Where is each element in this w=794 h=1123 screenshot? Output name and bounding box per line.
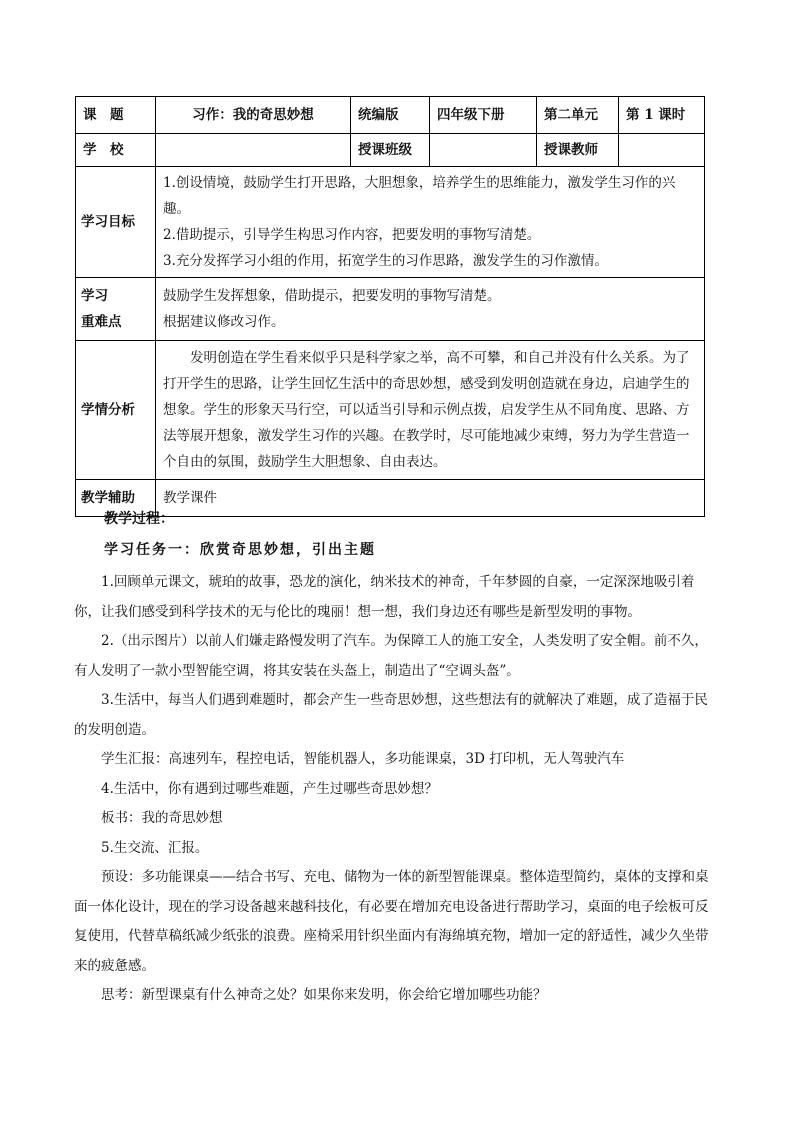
key-point-item: 根据建议修改习作。 (163, 314, 285, 330)
task-heading: 学习任务一：欣赏奇思妙想，引出主题 (104, 542, 376, 558)
body-paragraph: 4.生活中，你有遇到过哪些难题，产生过哪些奇思妙想？ (101, 780, 438, 797)
body-paragraph: 思考：新型课桌有什么神奇之处？如果你来发明，你会给它增加哪些功能？ (101, 987, 547, 1003)
goals-content (156, 167, 705, 278)
body-paragraph: 预设：多功能课桌——结合书写、充电、储物为一体的新型智能课桌。整体造型简约，桌体的支撑和桌面一体化设计，现在的学习设备越来越科技化，有必要在增加充电设备进行帮助学习，桌面的电子绘板可反复使用，代替草稿纸减少纸张的浪费。座椅采用针织坐面内有海绵填充物，增加一定的舒适性，减少久坐带来的疲惫感。 (74, 869, 709, 974)
table-row-goals (76, 167, 705, 278)
body-paragraph: 学生汇报：高速列车，程控电话，智能机器人，多功能课桌，3D 打印机，无人驾驶汽车 (101, 751, 625, 767)
key-points-label-line1: 学习 (81, 288, 108, 304)
school-value (156, 134, 351, 167)
lesson-body (74, 568, 717, 1011)
analysis-text: 发明创造在学生看来似乎只是科学家之举，高不可攀，和自己并没有什么关系。为了打开学生的思路，让学生回忆生活中的奇思妙想，感受到发明创造就在身边，启迪学生的想象。学生的形象天马行空，可以适当引导和示例点拨，启发学生从不同角度、思路、方法等展开想象，激发学生习作的兴趣。在教学时，尽可能地减少束缚，努力为学生营造一个自由的氛围，鼓励学生大胆想象、自由表达。 (156, 341, 705, 480)
body-paragraph: 2.（出示图片）以前人们嫌走路慢发明了汽车。为保障工人的施工安全，人类发明了安全帽。前不久，有人发明了一款小型智能空调，将其安装在头盔上，制造出了“空调头盔”。 (74, 633, 708, 679)
class-value (430, 134, 537, 167)
goals-label: 学习目标 (76, 167, 156, 278)
teacher-value (619, 134, 705, 167)
analysis-label: 学情分析 (76, 341, 156, 480)
process-heading: 教学过程： (104, 511, 174, 527)
class-label: 授课班级 (351, 134, 430, 167)
unit-cell: 第二单元 (537, 97, 619, 134)
aids-value: 教学课件 (156, 480, 705, 517)
table-row-analysis (76, 341, 705, 480)
teacher-label: 授课教师 (537, 134, 619, 167)
lesson-topic: 习作：我的奇思妙想 (156, 97, 351, 134)
goal-item: 3.充分发挥学习小组的作用，拓宽学生的习作思路，激发学生的习作激情。 (163, 253, 608, 269)
body-paragraph: 板书：我的奇思妙想 (101, 810, 223, 826)
topic-label: 课 题 (76, 97, 156, 134)
key-points-label (76, 278, 156, 341)
table-row-title (76, 97, 705, 134)
aids-label: 教学辅助 (76, 480, 156, 517)
body-paragraph: 1.回顾单元课文，琥珀的故事，恐龙的演化，纳米技术的神奇，千年梦圆的自豪，一定深深地吸引着你，让我们感受到科学技术的无与伦比的瑰丽！想一想，我们身边还有哪些是新型发明的事物。 (74, 574, 695, 620)
goal-item: 2.借助提示，引导学生构思习作内容，把要发明的事物写清楚。 (163, 227, 541, 243)
body-paragraph: 5.生交流、汇报。 (101, 839, 209, 856)
body-paragraph: 3.生活中，每当人们遇到难题时，都会产生一些奇思妙想，这些想法有的就解决了难题，成了造福于民的发明创造。 (74, 692, 708, 738)
table-row-key-points (76, 278, 705, 341)
lesson-info-table (75, 96, 705, 517)
key-point-item: 鼓励学生发挥想象，借助提示，把要发明的事物写清楚。 (163, 288, 501, 304)
school-label: 学 校 (76, 134, 156, 167)
table-row-school (76, 134, 705, 167)
goal-item: 1.创设情境，鼓励学生打开思路，大胆想象，培养学生的思维能力，激发学生习作的兴趣。 (163, 175, 676, 217)
key-points-label-line2: 重难点 (81, 314, 122, 330)
period-cell: 第 1 课时 (619, 97, 705, 134)
grade-cell: 四年级下册 (430, 97, 537, 134)
key-points-content (156, 278, 705, 341)
edition-cell: 统编版 (351, 97, 430, 134)
